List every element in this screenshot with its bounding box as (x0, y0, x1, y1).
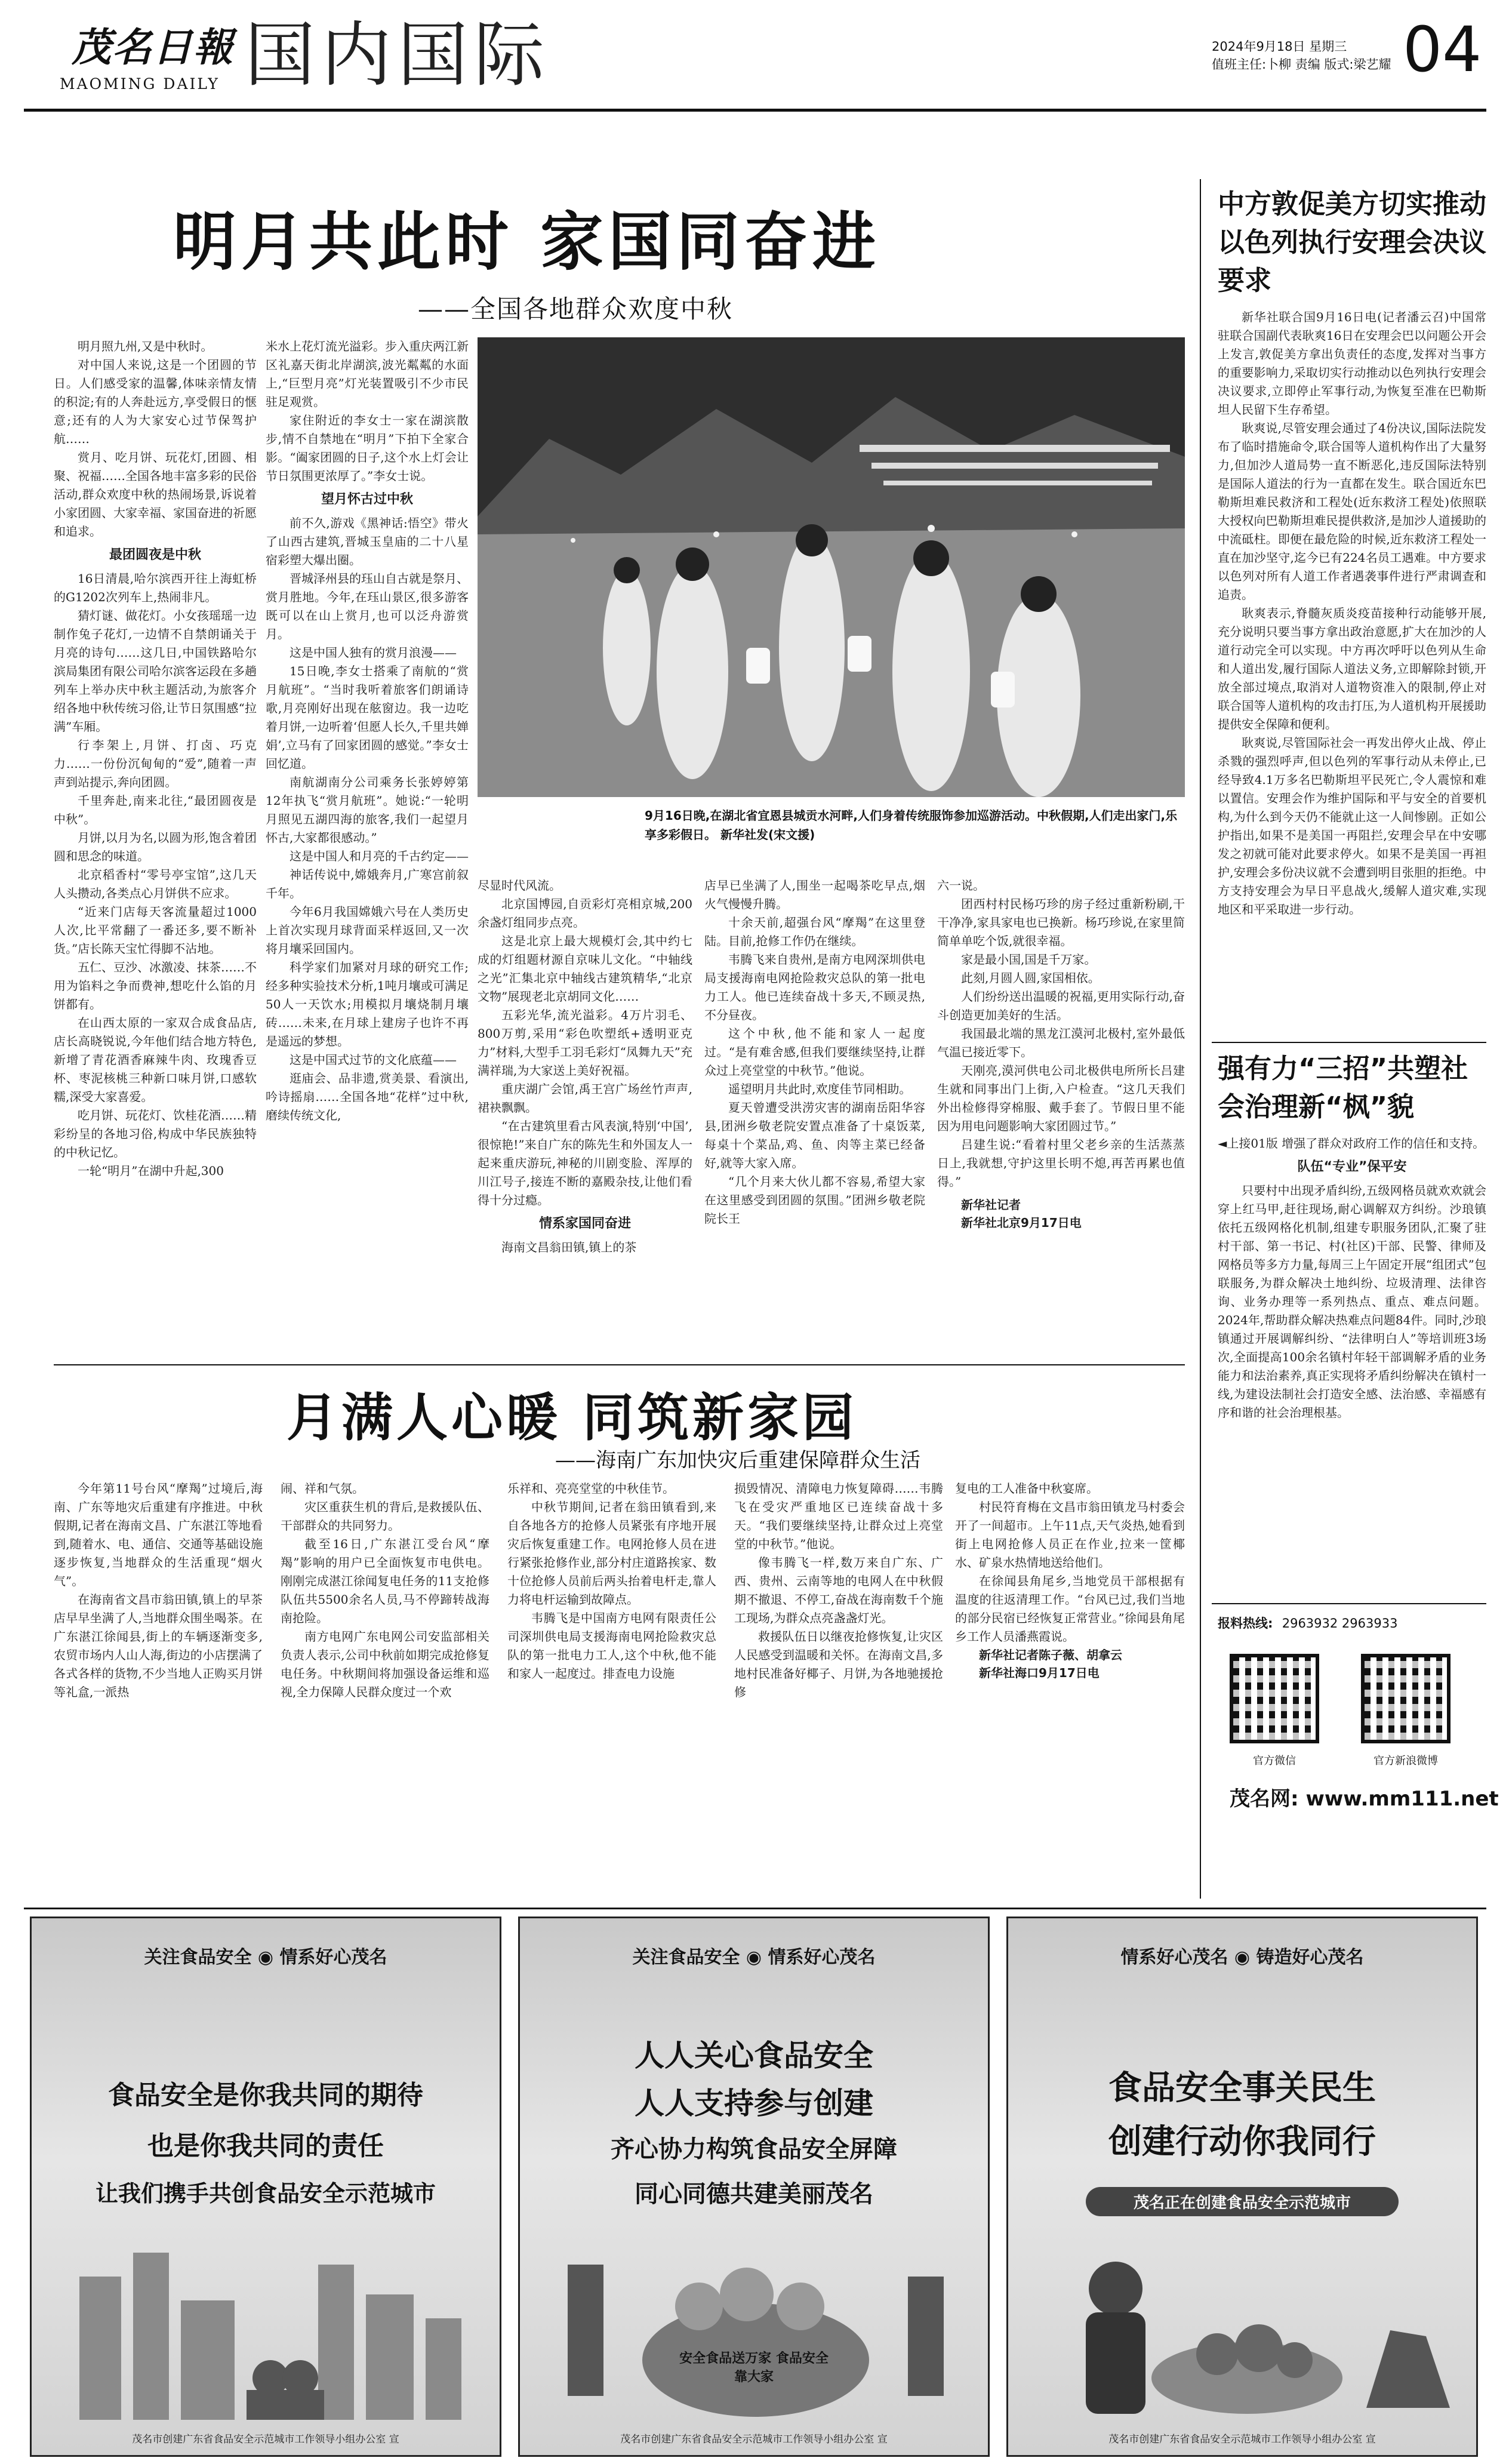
website-url: www.mm111.net (1305, 1787, 1499, 1811)
poster-tagline: 关注食品安全 ◉ 情系好心茂名 (144, 1947, 387, 1968)
ads-rule (24, 1908, 1486, 1909)
editor-credits: 值班主任:卜柳 责编 版式:梁艺耀 (1212, 57, 1391, 72)
wechat-label: 官方微信 (1253, 1755, 1296, 1767)
poster-badge: 安全食品送万家 食品安全靠大家 (679, 2351, 829, 2385)
poster-footer: 茂名市创建广东省食品安全示范城市工作领导小组办公室 宣 (132, 2434, 399, 2445)
lead-para: 神话传说中,嫦娥奔月,广寒宫前叙千年。 (266, 868, 469, 900)
second-para: 中秋节期间,记者在翁田镇看到,来自各地各方的抢修人员紧张有序地开展灾后恢复重建工作。电网抢修人员在进行紧张抢修作业,部分村庄道路挨家、数十位抢修人员前后两头抬着电杆走,靠人力将电杆运输到故障点。 (507, 1500, 716, 1607)
poster-line: 让我们携手共创食品安全示范城市 (95, 2180, 436, 2207)
food-safety-poster-1 (30, 1917, 501, 2457)
right1-para: 耿爽表示,脊髓灰质炎疫苗接种行动能够开展,充分说明只要当事方拿出政治意愿,扩大在加沙的人道行动完全可以实现。中方再次呼吁以色列从生命和人道出发,履行国际人道法义务,立即解除封锁,开放全部过境点,取消对人道物资准入的限制,停止对联合国等人道机构的攻击打压,为人道机构开展援助提供安全保障和便利。 (1218, 606, 1486, 731)
weibo-qr-code[interactable] (1361, 1654, 1451, 1743)
right-story-1 (1218, 185, 1486, 919)
lead-para: 家住附近的李女士一家在湖滨散步,情不自禁地在“明月”下拍下全家合影。“阖家团圆的日子,这个水上灯会让节日氛围更浓厚了。”李女士说。 (266, 413, 469, 483)
lead-para: 北京稻香村“零号亭宝馆”,这几天人头攒动,各类点心月饼供不应求。 (54, 868, 257, 900)
masthead-rule (24, 109, 1486, 112)
food-safety-poster-3 (1006, 1917, 1478, 2457)
hotline-label: 报料热线: (1218, 1616, 1273, 1631)
second-para: 像韦腾飞一样,数万来自广东、广西、贵州、云南等地的电网人在中秋假期不撤退、不停工,奋战在海南数千个施工现场,为群众点亮盏盏灯光。 (734, 1555, 943, 1625)
lead-headline: 明月共此时 家国同奋进 (173, 204, 880, 279)
lead-subhead: 最团圆夜是中秋 (109, 547, 201, 562)
food-safety-poster-2 (518, 1917, 990, 2457)
lead-para: 六一说。 (937, 878, 985, 893)
second-col2 (281, 1479, 489, 1702)
website-label: 茂名网: (1230, 1787, 1299, 1811)
lead-para: 这是中国式过节的文化底蕴—— (290, 1053, 457, 1067)
lead-para: 天刚亮,漠河供电公司北极供电所所长吕建生就和同事出门上街,入户检查。“这几天我们外出检修得穿棉服、戴手套了。节假日里不能因为用电问题影响大家团圆过节。” (937, 1063, 1185, 1133)
city-skyline-illustration (32, 2241, 501, 2420)
lead-para: 重庆湖广会馆,禹王宫广场丝竹声声,裙袂飘飘。 (478, 1082, 692, 1115)
second-para: 救援队伍日以继夜抢修恢复,让灾区人民感受到温暖和关怀。在海南文昌,多地村民准备好椰子、月饼,为各地驰援抢修 (734, 1629, 943, 1699)
inspector-illustration (1008, 2241, 1478, 2420)
lead-subheadline: ——全国各地群众欢度中秋 (418, 294, 734, 324)
second-headline: 月满人心暖 同筑新家园 (287, 1388, 857, 1448)
lead-para: 五仁、豆沙、冰激凌、抹茶……不用为馅料之争而费神,想吃什么馅的月饼都有。 (54, 960, 257, 1011)
lead-para: 在山西太原的一家双合成食品店,店长高晓锐说,今年他们结合地方特色,新增了青花酒香麻辣牛肉、玫瑰香豆杯、枣泥核桃三种新口味月饼,口感软糯,深受大家喜爱。 (54, 1016, 257, 1104)
second-para: 南方电网广东电网公司安监部相关负责人表示,公司中秋前如期完成抢修复电任务。中秋期间将加强设备运维和巡视,全力保障人民群众度过一个欢 (281, 1629, 489, 1699)
second-para: 在海南省文昌市翁田镇,镇上的早茶店早早坐满了人,当地群众围坐喝茶。在广东湛江徐闻县,街上的车辆逐渐变多,农贸市场内人山人海,街边的小店摆满了各式各样的货物,不少当地人正购买月饼等礼盒,一派热 (54, 1592, 263, 1699)
lead-para: “几个月来大伙儿都不容易,希望大家在这里感受到团圆的氛围。”团洲乡敬老院院长王 (704, 1174, 925, 1226)
second-para: 闹、祥和气氛。 (281, 1481, 364, 1496)
weibo-label: 官方新浪微博 (1374, 1755, 1438, 1767)
page-number: 04 (1403, 13, 1482, 86)
poster-line: 也是你我共同的责任 (147, 2131, 384, 2161)
lead-para: 月饼,以月为名,以圆为形,饱含着团圆和思念的味道。 (54, 830, 257, 863)
contact-rule (1212, 1603, 1486, 1604)
lead-para: 团西村村民杨巧珍的房子经过重新粉刷,干干净净,家具家电也已换新。杨巧珍说,在家里简简单单吃个饭,就很幸福。 (937, 897, 1185, 948)
poster-line: 齐心协力构筑食品安全屏障 (611, 2136, 897, 2163)
right2-para: 只要村中出现矛盾纠纷,五级网格员就欢欢就会穿上红马甲,赶往现场,耐心调解双方纠纷。沙琅镇依托五级网格化机制,组建专职服务团队,汇聚了驻村干部、第一书记、村(社区)干部、民警、律师及网格员等多方力量,每周三上午固定开展“组团式”包联服务,为群众解决土地纠纷、垃圾清理、法律咨询、业务办理等一系列热点、重点、难点问题。2024年,帮助群众解决热难点问题84件。同时,沙琅镇通过开展调解纠纷、“法律明白人”等培训班3场次,全面提高100余名镇村年轻干部调解矛盾的业务能力和法治素养,真正实现将矛盾纠纷解决在镇村一线,为建设法制社会打造安全感、法治感、幸福感有序和谐的社会治理根基。 (1218, 1183, 1486, 1420)
lead-col1 (54, 337, 257, 1180)
poster-banner: 茂名正在创建食品安全示范城市 (1086, 2187, 1399, 2216)
lead-col2 (266, 337, 469, 1125)
lead-para: 北京国博园,自贡彩灯亮相京城,200余盏灯组同步点亮。 (478, 897, 692, 930)
lead-para: “近来门店每天客流量超过1000人次,比平常翻了一番还多,要不断补货。”店长陈天宝忙得脚不沾地。 (54, 905, 257, 956)
lead-para: 米水上花灯流光溢彩。步入重庆两江新区礼嘉天街北岸湖滨,波光粼粼的水面上,“巨型月亮”灯光装置吸引不少市民驻足观赏。 (266, 339, 469, 409)
second-para: 灾区重获生机的背后,是救援队伍、干部群众的共同努力。 (281, 1500, 489, 1533)
second-para: 损毁情况、清障电力恢复障碍……韦腾飞在受灾严重地区已连续奋战十多天。“我们要继续坚持,让群众过上亮堂堂的中秋节。”他说。 (734, 1481, 943, 1551)
poster-tag-a: 情系好心茂名 (1120, 1947, 1228, 1968)
contact-block (1218, 1609, 1499, 1890)
second-byline: 新华社记者陈子薇、胡拿云 (979, 1648, 1122, 1662)
lead-col4 (704, 876, 925, 1228)
sidebar-rule (1212, 1042, 1486, 1043)
second-para: 韦腾飞是中国南方电网有限责任公司深圳供电局支援海南电网抢险救灾总队的第一批电力工人,这个中秋,他不能和家人一起度过。排查电力设施 (507, 1611, 716, 1681)
second-col3 (507, 1479, 716, 1683)
lead-para: 对中国人来说,这是一个团圆的节日。人们感受家的温馨,体味亲情友情的积淀;有的人奔赴远方,享受假日的惬意;还有的人为大家安心过节保驾护航…… (54, 358, 257, 446)
lead-para: 千里奔赴,南来北往,“最团圆夜是中秋”。 (54, 793, 257, 826)
right1-para: 耿爽说,尽管安理会通过了4份决议,国际法院发布了临时措施命令,联合国等人道机构作出了大量努力,但加沙人道局势一直不断恶化,违反国际法特别是国际人道法的行为一直都在发生。联合国近东巴勒斯坦难民救济和工程处(近东救济工程处)依照联大授权向巴勒斯坦难民提供救济,是加沙人道援助的中流砥柱。即便在最危险的时候,近东救济工程处一直在加沙坚守,迄今已有224名员工遇难。中方要求以色列对所有人道工作者遇袭事件进行严肃调查和追责。 (1218, 421, 1486, 602)
lead-para: “在古建筑里看古风表演,特别‘中国’,很惊艳!”来自广东的陈先生和外国友人一起来重庆游玩,神秘的川剧变脸、浑厚的川江号子,接连不断的嘉殿杂技,让他们看得十分过瘾。 (478, 1119, 692, 1207)
lead-para: 赏月、吃月饼、玩花灯,团圆、相聚、祝福……全国各地丰富多彩的民俗活动,群众欢度中秋的热闹场景,诉说着小家团圆、大家幸福、家国奋进的祈愿和追求。 (54, 450, 257, 539)
poster-line: 食品安全是你我共同的期待 (108, 2080, 423, 2111)
second-para: 乐祥和、亮亮堂堂的中秋佳节。 (507, 1481, 675, 1496)
lead-para: 科学家们加紧对月球的研究工作;经多种实验技术分析,1吨月壤或可满足50人一天饮水;用模拟月壤烧制月壤砖……未来,在月球上建房子也许不再是遥远的梦想。 (266, 960, 469, 1048)
lead-para: 逛庙会、品非遗,赏美景、看演出,吟诗摇扇……全国各地“花样”过中秋,磨续传统文化, (266, 1071, 469, 1122)
lead-para: 店早已坐满了人,围坐一起喝茶吃早点,烟火气慢慢升腾。 (704, 878, 925, 911)
second-para: 截至16日,广东湛江受台风“摩羯”影响的用户已全面恢复市电供电。刚刚完成湛江徐闻复电任务的11支抢修队伍共5500余名人员,马不停蹄转战海南抢险。 (281, 1537, 489, 1625)
poster-tagline: 关注食品安全 ◉ 情系好心茂名 (632, 1947, 876, 1968)
poster-tagline: 情系好心茂名 ◉ 铸造好心茂名 (1120, 1947, 1364, 1968)
second-col1 (54, 1479, 263, 1702)
lead-col5 (937, 876, 1185, 1232)
lead-para: 16日清晨,哈尔滨西开往上海虹桥的G1202次列车上,热闹非凡。 (54, 571, 257, 604)
lead-para: 尽显时代风流。 (478, 878, 561, 893)
poster-line: 人人支持参与创建 (635, 2086, 873, 2121)
lead-para: 遥望明月共此时,欢度佳节同相助。 (728, 1082, 911, 1096)
poster-footer: 茂名市创建广东省食品安全示范城市工作领导小组办公室 宣 (1108, 2434, 1376, 2445)
poster-tag-a: 关注食品安全 (632, 1947, 740, 1968)
second-col4 (734, 1479, 943, 1702)
lead-subhead: 望月怀古过中秋 (321, 492, 413, 507)
lead-para: 家是最小国,国是千万家。 (961, 952, 1097, 967)
poster-tag-b: 情系好心茂名 (768, 1947, 876, 1968)
lead-para: 今年6月我国嫦娥六号在人类历史上首次实现月球背面采样返回,又一次将月壤采回国内。 (266, 905, 469, 956)
second-col5 (955, 1479, 1185, 1682)
lead-para: 此刻,月圆人圆,家国相依。 (961, 971, 1100, 985)
right1-para: 新华社联合国9月16日电(记者潘云召)中国常驻联合国副代表耿爽16日在安理会巴以问题公开会上发言,敦促美方拿出负责任的态度,发挥对当事方的重要影响力,采取切实行动推动以色列执行安理会决议要求,立即停止军事行动,为恢复至准在巴勒斯坦人民留下生存希望。 (1218, 310, 1486, 417)
lead-subhead: 情系家国同奋进 (538, 1216, 631, 1231)
poster-line: 同心同德共建美丽茂名 (635, 2180, 873, 2208)
right2-subhead: 队伍“专业”保平安 (1297, 1159, 1407, 1174)
lead-para: 这是中国人独有的赏月浪漫—— (290, 645, 457, 660)
lead-photo-caption: 9月16日晚,在湖北省宜恩县城贡水河畔,人们身着传统服饰参加巡游活动。中秋假期,人们走出家门,乐享多彩假日。 新华社发(宋文援) (645, 808, 1178, 842)
lead-para: 夏天曾遭受洪涝灾害的湖南岳阳华容县,团洲乡敬老院安置点准备了十桌饭菜,每桌十个菜品,鸡、鱼、肉等主菜已经备好,就等大家入席。 (704, 1100, 925, 1170)
poster-line: 创建行动你我同行 (1108, 2122, 1376, 2161)
lead-para: 韦腾飞来自贵州,是南方电网深圳供电局支援海南电网抢险救灾总队的第一批电力工人。他已连续奋战十多天,不顾灵热,不分昼夜。 (704, 952, 925, 1022)
poster-tag-b: 情系好心茂名 (279, 1947, 387, 1968)
section-divider (54, 1364, 1185, 1365)
lead-para: 明月照九州,又是中秋时。 (78, 339, 213, 353)
hotline (1218, 1614, 1486, 1632)
right-story-2 (1218, 1050, 1486, 1422)
lead-para: 15日晚,李女士搭乘了南航的“赏月航班”。“当时我听着旅客们朗诵诗歌,月亮刚好出现在舷窗边。我一边吃着月饼,一边听着‘但愿人长久,千里共婵娟’,立马有了回家团圆的感觉。”李女士回忆道。 (266, 664, 469, 771)
newspaper-logo: 茂名日報 (72, 24, 234, 70)
right1-para: 耿爽说,尽管国际社会一再发出停火止战、停止杀戮的强烈呼声,但以色列的军事行动从未停止,已经导致4.1万多名巴勒斯坦平民死亡,令人震惊和难以置信。安理会作为维护国际和平与安全的首要机构,为什么到今天仍不能就止这一人间惨剧。正如公护指出,如果不是美国一再阻拦,安理会早在中安哪发之初就可能对此要求停火。如果不是美国一再袒护,安理会多份决议就不会遭到明目张胆的拒绝。中方支持安理会为早日平息战火,缓解人道灾难,实现地区和平采取进一步行动。 (1218, 736, 1486, 916)
hotline-number: 2963932 2963933 (1282, 1616, 1398, 1631)
second-subheadline: ——海南广东加快灾后重建保障群众生活 (555, 1448, 920, 1472)
lead-para: 吃月饼、玩花灯、饮桂花酒……精彩纷呈的各地习俗,构成中华民族独特的中秋记忆。 (54, 1108, 257, 1159)
newspaper-logo-en: MAOMING DAILY (60, 75, 220, 93)
lead-para: 吕建生说:“看着村里父老乡亲的生活蒸蒸日上,我就想,守护这里长明不熄,再苦再累也值得。” (937, 1137, 1185, 1189)
lead-para: 五彩光华,流光溢彩。4万片羽毛、800万剪,采用“彩色吹塑纸+透明亚克力”材料,大型手工羽毛彩灯“凤舞九天”充满祥瑞,为大家送上美好祝福。 (478, 1008, 692, 1078)
issue-date: 2024年9月18日 星期三 (1212, 39, 1347, 54)
right1-headline: 中方敦促美方切实推动以色列执行安理会决议要求 (1218, 188, 1487, 296)
lead-byline: 新华社记者 (961, 1198, 1021, 1212)
parade-photo-illustration (478, 337, 1185, 797)
lead-para: 人们纷纷送出温暖的祝福,更用实际行动,奋斗创造更加美好的生活。 (937, 989, 1185, 1022)
website-link[interactable] (1230, 1782, 1499, 1811)
second-para: 复电的工人准备中秋宴席。 (955, 1481, 1098, 1496)
right2-lead: ◄上接01版 增强了群众对政府工作的信任和支持。 (1218, 1136, 1485, 1151)
lead-para: 南航湖南分公司乘务长张婷婷第12年执飞“赏月航班”。她说:“一轮明月照见五湖四海的旅客,我们一起望月怀古,大家都很感动。” (266, 775, 469, 845)
poster-tag-a: 关注食品安全 (144, 1947, 252, 1968)
lead-para: 海南文昌翁田镇,镇上的茶 (501, 1240, 637, 1254)
masthead (24, 13, 1486, 103)
wechat-qr-code[interactable] (1230, 1654, 1319, 1743)
lead-photo (478, 337, 1185, 797)
lead-para: 这是中国人和月亮的千古约定—— (290, 849, 469, 863)
poster-line: 人人关心食品安全 (635, 2038, 873, 2073)
lead-para: 我国最北端的黑龙江漠河北极村,室外最低气温已接近零下。 (937, 1026, 1185, 1059)
lead-para: 晋城泽州县的珏山自古就是祭月、赏月胜地。今年,在珏山景区,很多游客既可以在山上赏月,也可以泛舟游赏月。 (266, 571, 469, 641)
lead-dateline: 新华社北京9月17日电 (961, 1216, 1082, 1230)
lead-col3 (478, 876, 692, 1257)
lead-para: 一轮“明月”在湖中升起,300 (78, 1164, 224, 1178)
sidebar-divider (1200, 179, 1201, 1899)
right2-headline: 强有力“三招”共塑社会治理新“枫”貌 (1218, 1053, 1468, 1122)
second-para: 今年第11号台风“摩羯”过境后,海南、广东等地灾后重建有序推进。中秋假期,记者在海南文昌、广东湛江等地看到,随着水、电、通信、交通等基础设施逐步恢复,当地群众的生活重现“烟火气”。 (54, 1481, 263, 1588)
second-para: 在徐闻县角尾乡,当地党员干部根据有温度的往返清理工作。“台风已过,我们当地的部分民宿已经恢复正常营业。”徐闻县角尾乡工作人员潘燕霞说。 (955, 1574, 1185, 1644)
lead-para: 猜灯谜、做花灯。小女孩瑶瑶一边制作兔子花灯,一边情不自禁朗诵关于月亮的诗句……这几日,中国铁路哈尔滨局集团有限公司哈尔滨客运段在多趟列车上举办庆中秋主题活动,为旅客介绍各地中秋传统习俗,让节日氛围感“拉满”车厢。 (54, 608, 257, 734)
lead-para: 这个中秋,他不能和家人一起度过。“是有难舍感,但我们要继续坚持,让群众过上亮堂堂的中秋节。”他说。 (704, 1026, 925, 1078)
poster-line: 食品安全事关民生 (1108, 2069, 1376, 2108)
lead-para: 十余天前,超强台风“摩羯”在这里登陆。目前,抢修工作仍在继续。 (704, 915, 925, 948)
poster-tag-b: 铸造好心茂名 (1256, 1947, 1364, 1968)
lead-para: 这是北京上最大规模灯会,其中约七成的灯组题材源自京味儿文化。“中轴线之光”汇集北京中轴线古建筑精华,“北京文物”展现老北京胡同文化…… (478, 934, 692, 1004)
poster-footer: 茂名市创建广东省食品安全示范城市工作领导小组办公室 宣 (620, 2434, 888, 2445)
lead-para: 行李架上,月饼、打卤、巧克力……一份份沉甸甸的“爱”,随着一声声到站提示,奔向团圆。 (54, 738, 257, 789)
section-title: 国内国际 (245, 14, 551, 96)
second-dateline: 新华社海口9月17日电 (979, 1666, 1100, 1680)
second-para: 村民符育梅在文昌市翁田镇龙马村委会开了一间超市。上午11点,天气炎热,她看到街上电网抢修人员正在作业,拉来一筐椰水、矿泉水热情地送给他们。 (955, 1500, 1185, 1570)
food-basket-illustration (520, 2229, 990, 2420)
lead-para: 前不久,游戏《黑神话:悟空》带火了山西古建筑,晋城玉皇庙的二十八星宿彩塑大爆出圈。 (266, 516, 469, 567)
